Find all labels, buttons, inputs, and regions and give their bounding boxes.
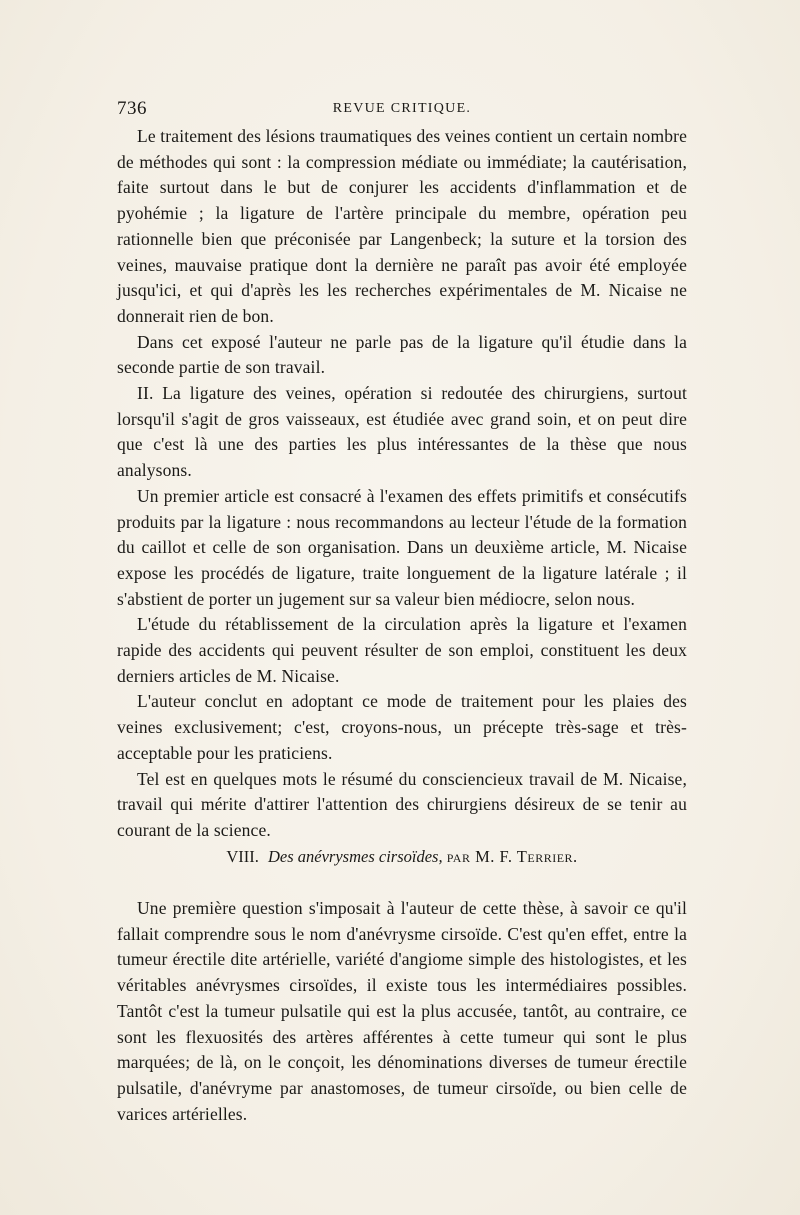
paragraph: L'étude du rétablissement de la circulation après la ligature et l'examen rapide des accidents qui peuvent résulter de son emploi, constituent les deux derniers articles de M. Nicaise. — [117, 614, 687, 686]
chapter-heading — [117, 845, 687, 869]
paragraph: L'auteur conclut en adoptant ce mode de traitement pour les plaies des veines exclusivement; c'est, croyons-nous, un précepte très-sage et très-acceptable pour les praticiens. — [117, 691, 687, 763]
paragraph: Dans cet exposé l'auteur ne parle pas de la ligature qu'il étudie dans la seconde partie de son travail. — [117, 331, 687, 378]
chapter-byline: par M. F. Terrier. — [446, 847, 578, 866]
running-head: REVUE CRITIQUE. — [332, 101, 472, 116]
page-header — [117, 98, 687, 124]
paragraph: Tel est en quelques mots le résumé du consciencieux travail de M. Nicaise, travail qui mérite d'attirer l'attention des chirurgiens désireux de se tenir au courant de la science. — [117, 768, 687, 840]
paragraph: II. La ligature des veines, opération si redoutée des chirurgiens, surtout lorsqu'il s'agit de gros vaisseaux, est étudiée avec grand soin, et on peut dire que c'est là une des parties les plus intéressantes de la thèse que nous analysons. — [117, 383, 687, 481]
chapter-title: Des anévrysmes cirsoïdes, — [267, 847, 443, 866]
paragraph: Une première question s'imposait à l'auteur de cette thèse, à savoir ce qu'il fallait comprendre sous le nom d'anévrysme cirsoïde. C'est qu'en effet, entre la tumeur érectile dite artérielle, variété d'angiome simple des histologistes, et les véritables anévrysmes cirsoïdes, il existe tous les intermédiaires possibles. Tantôt c'est la tumeur pulsatile qui est la plus accusée, tantôt, au contraire, ce sont les flexuosités des artères afférentes à cette tumeur qui sont le plus marquées; de là, on le conçoit, les dénominations diverses de tumeur érectile pulsatile, d'anévryme par anastomoses, de tumeur cirsoïde, ou bien celle de varices artérielles. — [117, 898, 687, 1124]
paragraph: Un premier article est consacré à l'examen des effets primitifs et consécutifs produits par la ligature : nous recommandons au lecteur l'étude de la formation du caillot et celle de son organisation. Dans un deuxième article, M. Nicaise expose les procédés de ligature, traite longuement de la ligature latérale ; il s'abstient de porter un jugement sur sa valeur bien médiocre, selon nous. — [117, 485, 687, 609]
section-cirsoid-aneurysms — [117, 896, 687, 1127]
paragraph: Le traitement des lésions traumatiques des veines contient un certain nombre de méthodes qui sont : la compression médiate ou immédiate; la cautérisation, faite surtout dans le but de conjurer les accidents d'inflammation et de pyohémie ; la ligature de l'artère principale du membre, opération peu rationnelle bien que préconisée par Langenbeck; la suture et la torsion des veines, mauvaise pratique dont la dernière ne paraît pas avoir été employée jusqu'ici, et qui d'après les les recherches expérimentales de M. Nicaise ne donnerait rien de bon. — [117, 126, 687, 326]
section-venous-ligature — [117, 124, 687, 844]
page-number: 736 — [117, 98, 147, 119]
chapter-number: VIII. — [226, 847, 259, 866]
